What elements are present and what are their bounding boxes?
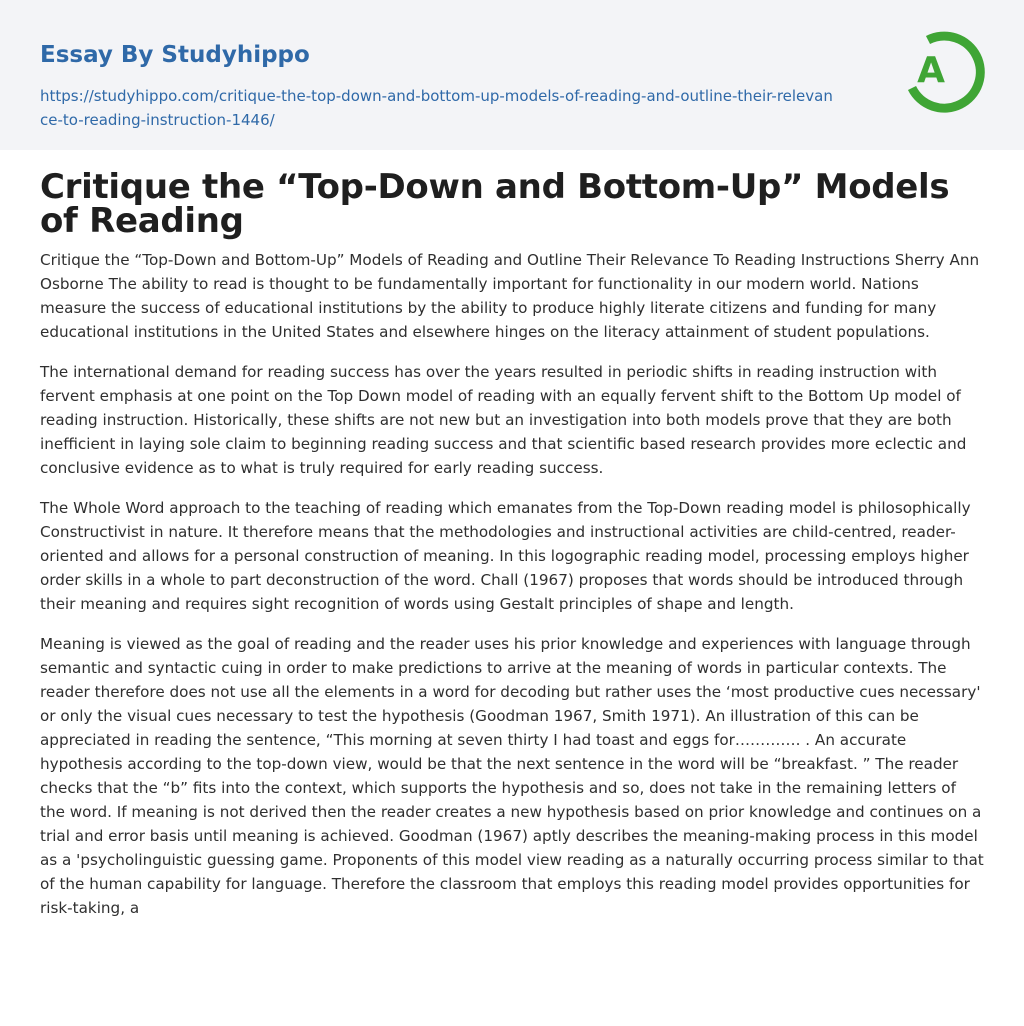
- page-title: Critique the “Top-Down and Bottom-Up” Models of Reading: [40, 167, 950, 241]
- brand-title: Essay By Studyhippo: [40, 42, 310, 68]
- paragraph: Critique the “Top-Down and Bottom-Up” Models of Reading and Outline Their Relevance To Reading Instructions Sherry Ann Osborne The ability to read is thought to be fundamentally important for functionality in our modern world. Nations measure the success of educational institutions by the ability to produce highly literate citizens and funding for many educational institutions in the United States and elsewhere hinges on the literacy attainment of student populations.: [40, 251, 980, 341]
- source-url-link[interactable]: https://studyhippo.com/critique-the-top-down-and-bottom-up-models-of-reading-and-outline-their-relevance-to-reading-instruction-1446/: [40, 87, 833, 129]
- paragraph: The international demand for reading success has over the years resulted in periodic shifts in reading instruction with fervent emphasis at one point on the Top Down model of reading with an equally fervent shift to the Bottom Up model of reading instruction. Historically, these shifts are not new but an investigation into both models prove that they are both inefficient in laying sole claim to beginning reading success and that scientific based research provides more eclectic and conclusive evidence as to what is truly required for early reading success.: [40, 363, 967, 477]
- paragraph: The Whole Word approach to the teaching of reading which emanates from the Top-Down reading model is philosophically Constructivist in nature. It therefore means that the methodologies and instructional activities are child-centred, reader-oriented and allows for a personal construction of meaning. In this logographic reading model, processing employs higher order skills in a whole to part deconstruction of the word. Chall (1967) proposes that words should be introduced through their meaning and requires sight recognition of words using Gestalt principles of shape and length.: [40, 499, 971, 613]
- studyhippo-logo-icon[interactable]: [900, 28, 986, 114]
- site-header: [0, 0, 1024, 150]
- paragraph: Meaning is viewed as the goal of reading and the reader uses his prior knowledge and experiences with language through semantic and syntactic cuing in order to make predictions to arrive at the meaning of words in particular contexts. The reader therefore does not use all the elements in a word for decoding but rather uses the ‘most productive cues necessary' or only the visual cues necessary to test the hypothesis (Goodman 1967, Smith 1971). An illustration of this can be appreciated in reading the sentence, “This morning at seven thirty I had toast and eggs for…………. . An accurate hypothesis according to the top-down view, would be that the next sentence in the word will be “breakfast. ” The reader checks that the “b” fits into the context, which supports the hypothesis and so, does not take in the remaining letters of the word. If meaning is not derived then the reader creates a new hypothesis based on prior knowledge and continues on a trial and error basis until meaning is achieved. Goodman (1967) aptly describes the meaning-making process in this model as a 'psycholinguistic guessing game. Proponents of this model view reading as a naturally occurring process similar to that of the human capability for language. Therefore the classroom that employs this reading model provides opportunities for risk-taking, a: [40, 635, 984, 917]
- logo-letter: A: [917, 50, 945, 91]
- article-body: [0, 150, 1024, 920]
